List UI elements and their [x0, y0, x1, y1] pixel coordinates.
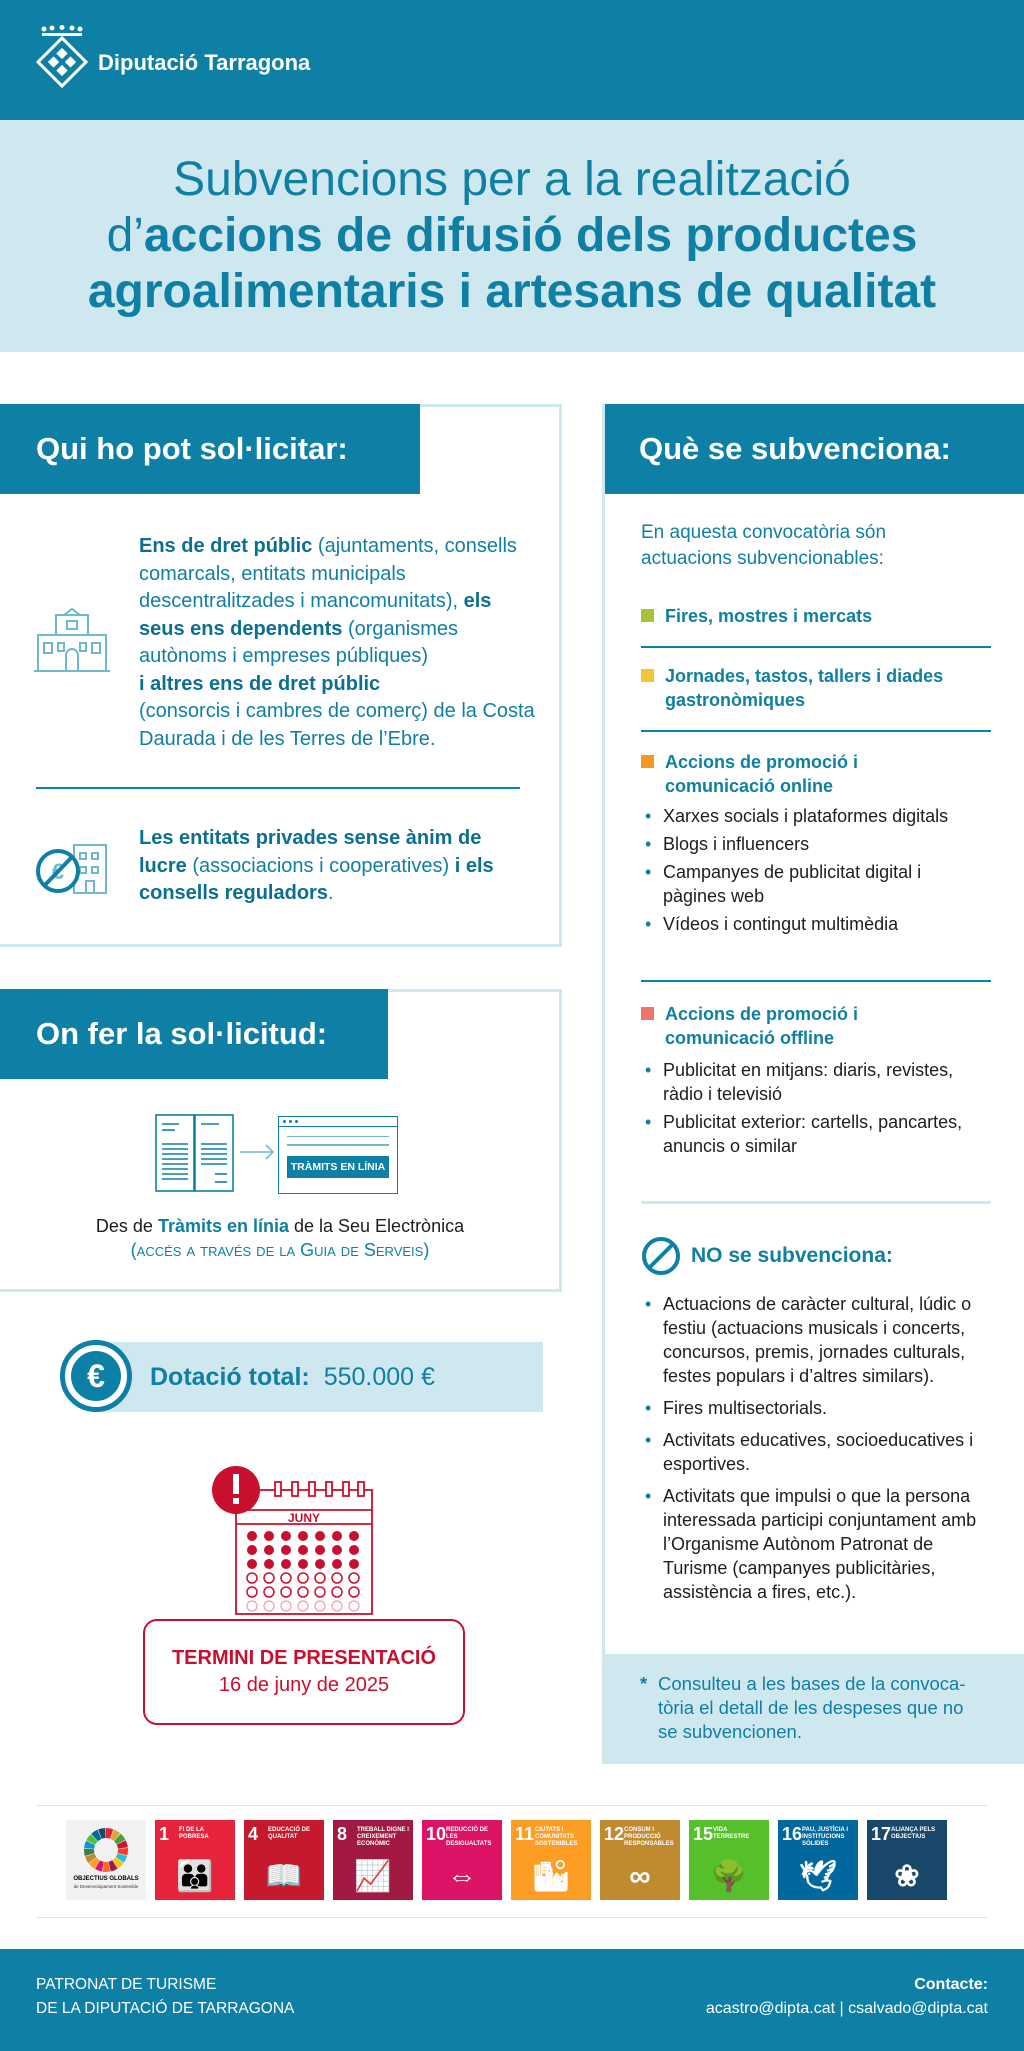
sdg-label: PAU, JUSTÍCIA I INSTITUCIONS SÒLIDES	[802, 1827, 849, 1847]
public-t1: (ajuntaments, consells comarcals, entitats municipals descentralitzades i mancomunitats),	[139, 535, 517, 612]
category-offline	[641, 1002, 991, 1050]
window-line	[287, 1144, 389, 1145]
sdg-number: 4	[248, 1824, 259, 1844]
list-item: • Activitats que impulsi o que la persona interessada participi conjuntament amb l’Organisme Autònom Patronat de Turisme (campanyes publicitàries, assistència a fires, etc.).	[643, 1484, 993, 1604]
intro-line1: En aquesta convocatòria són	[641, 522, 887, 543]
tree-icon: 🌳	[710, 1860, 748, 1893]
category-gastronomy-l1: Jornades, tastos, tallers i diades	[665, 666, 944, 686]
sdg-top-line	[36, 1805, 988, 1806]
category-color-square	[641, 609, 654, 622]
title-band	[0, 120, 1024, 352]
arrow-right-icon	[240, 1142, 276, 1167]
sdg-tile-12	[600, 1820, 680, 1900]
sdg-logo-sub: de Desenvolupament Sostenible	[73, 1884, 139, 1889]
svg-text:€: €	[51, 859, 65, 884]
equality-icon: ⇔	[447, 1860, 477, 1893]
budget-label: Dotació total:	[150, 1362, 310, 1391]
window-dot-icon	[289, 1120, 292, 1123]
category-online	[641, 750, 991, 798]
sdg-label: CONSUM I PRODUCCIÓ RESPONSABLES	[624, 1827, 674, 1847]
note-band	[602, 1654, 1024, 1764]
sdg-tile-4	[244, 1820, 324, 1900]
email-separator: |	[835, 2000, 849, 2017]
not-covered-title: NO se subvenciona:	[691, 1244, 893, 1267]
private-entity-icon	[34, 839, 110, 902]
online-list	[643, 804, 963, 940]
sdg-label: VIDA TERRESTRE	[713, 1827, 750, 1840]
public-entities-text	[139, 533, 539, 753]
header-bar	[0, 0, 1024, 120]
sdg-row	[66, 1820, 947, 1900]
title-line1: Subvencions per a la realització	[173, 153, 851, 206]
sdg-number: 1	[159, 1824, 170, 1844]
where-bold[interactable]: Tràmits en línia	[157, 1216, 289, 1236]
not-covered-list	[643, 1292, 993, 1608]
private-entities-text	[139, 825, 509, 908]
who-divider	[36, 787, 520, 789]
growth-chart-icon: 📈	[354, 1860, 392, 1893]
note-star: *	[640, 1673, 648, 1694]
logo-text: Diputació Tarragona	[98, 50, 311, 75]
page-title	[0, 152, 1024, 320]
title-line3: agroalimentaris i artesans de qualitat	[87, 265, 937, 318]
where-heading: On fer la sol·licitud:	[0, 989, 388, 1079]
budget-band	[95, 1342, 543, 1412]
separator	[641, 980, 991, 982]
sdg-tile-1	[155, 1820, 235, 1900]
deadline-box	[143, 1619, 465, 1725]
email-link-1[interactable]: acastro@dipta.cat	[705, 2000, 836, 2017]
window-dot-icon	[295, 1120, 298, 1123]
category-gastronomy	[641, 664, 991, 712]
where-prefix: Des de	[95, 1216, 158, 1236]
footer-org	[36, 1973, 294, 2021]
guide-link[interactable]: (accés a través de la Guia de Serveis)	[130, 1240, 430, 1260]
list-item: • Vídeos i contingut multimèdia	[643, 912, 963, 936]
separator	[641, 646, 991, 648]
note-text-block	[640, 1672, 988, 1744]
public-b2: els seus ens dependents	[139, 590, 492, 640]
footer-contact	[706, 1973, 988, 2021]
public-entity-icon	[34, 607, 110, 680]
sdg-bottom-line	[36, 1917, 988, 1918]
calendar-month: JUNY	[287, 1511, 321, 1525]
deadline-date: 16 de juny de 2025	[218, 1674, 390, 1696]
people-icon: 👪	[176, 1860, 214, 1893]
sdg-label: EDUCACIÓ DE QUALITAT	[268, 1827, 311, 1840]
infinity-icon: ∞	[629, 1860, 651, 1893]
category-gastronomy-l2: gastronòmiques	[665, 690, 806, 710]
sdg-tiles	[155, 1820, 947, 1900]
documents-icon	[155, 1114, 235, 1197]
public-b1: Ens de dret públic	[139, 535, 313, 557]
footer-org-l2: DE LA DIPUTACIÓ DE TARRAGONA	[36, 2000, 295, 2017]
who-can-apply-box	[0, 404, 562, 947]
sdg-number: 17	[871, 1824, 892, 1844]
not-covered-heading	[641, 1236, 893, 1276]
sdg-logo	[66, 1820, 146, 1900]
private-t2: .	[327, 882, 334, 904]
budget-value: 550.000 €	[323, 1362, 435, 1391]
title-line2-prefix: d’	[106, 209, 144, 262]
sdg-number: 16	[782, 1824, 803, 1844]
where-line	[0, 1214, 560, 1238]
who-heading: Qui ho pot sol·licitar:	[0, 404, 420, 494]
sdg-label: FI DE LA POBRESA	[179, 1827, 209, 1840]
sdg-label: CIUTATS I COMUNITATS SOSTENIBLES	[535, 1827, 578, 1847]
list-item: • Activitats educatives, socioeducatives i esportives.	[643, 1428, 993, 1476]
window-dot-icon	[283, 1120, 286, 1123]
what-is-funded-column	[602, 404, 1024, 1764]
sdg-tile-15	[689, 1820, 769, 1900]
category-color-square	[641, 1007, 654, 1020]
where-to-apply-box	[0, 989, 562, 1292]
private-b2: i els consells reguladors	[139, 854, 494, 904]
private-b1: Les entitats privades sense ànim de lucre	[139, 827, 482, 877]
diputacio-logo-icon	[36, 24, 88, 88]
list-item: • Fires multisectorials.	[643, 1396, 993, 1420]
where-suffix: de la Seu Electrònica	[288, 1216, 465, 1236]
what-intro	[641, 520, 886, 572]
city-icon: 🏙	[531, 1860, 571, 1893]
window-line	[287, 1136, 389, 1137]
footer-org-l1: PATRONAT DE TURISME	[36, 1976, 217, 1993]
sdg-number: 8	[337, 1824, 348, 1844]
public-b3: i altres ens de dret públic	[139, 672, 381, 695]
sdg-number: 12	[604, 1824, 625, 1844]
category-online-l1: Accions de promoció i	[665, 752, 859, 772]
logo[interactable]	[36, 24, 310, 88]
list-item: • Xarxes socials i plataformes digitals	[643, 804, 963, 828]
category-color-square	[641, 669, 654, 682]
title-line2: accions de difusió dels productes	[143, 209, 918, 262]
deadline-title: TERMINI DE PRESENTACIÓ	[171, 1647, 437, 1669]
book-icon: 📖	[265, 1860, 303, 1893]
public-t3: (consorcis i cambres de comerç) de la Costa Daurada i de les Terres de l’Ebre.	[139, 700, 535, 750]
sdg-label: TREBALL DIGNE I CREIXEMENT ECONÒMIC	[357, 1827, 409, 1847]
sdg-tile-16	[778, 1820, 858, 1900]
footer	[0, 1949, 1024, 2051]
intro-line2: actuacions subvencionables:	[641, 548, 884, 569]
prohibited-icon	[641, 1236, 681, 1276]
category-fairs-label: Fires, mostres i mercats	[665, 606, 873, 626]
sdg-label: REDUCCIÓ DE LES DESIGUALTATS	[446, 1827, 492, 1847]
sdg-tile-17	[867, 1820, 947, 1900]
email-link-2[interactable]: csalvado@dipta.cat	[848, 2000, 988, 2017]
sdg-logo-title: OBJECTIUS GLOBALS	[73, 1876, 139, 1882]
sdg-tile-10	[422, 1820, 502, 1900]
sdg-number: 11	[515, 1824, 535, 1844]
sdg-tile-11	[511, 1820, 591, 1900]
contact-label: Contacte:	[914, 1976, 988, 1993]
flower-icon: ❀	[894, 1860, 920, 1893]
category-online-l2: comunicació online	[665, 776, 834, 796]
list-item: • Blogs i influencers	[643, 832, 963, 856]
what-heading: Què se subvenciona:	[605, 404, 1024, 494]
euro-symbol: €	[71, 1351, 121, 1401]
sdg-label: ALIANÇA PELS OBJECTIUS	[891, 1827, 936, 1840]
list-item: • Actuacions de caràcter cultural, lúdic o festiu (actuacions musicals i concerts, concursos, premis, jornades culturals, festes populars i d’altres similars).	[643, 1292, 993, 1388]
note-text: Consulteu a les bases de la convoca-tòria el detall de les despeses que no se subvencionen.	[658, 1673, 966, 1742]
sdg-tile-8	[333, 1820, 413, 1900]
category-fairs	[641, 604, 991, 628]
window-bar	[279, 1117, 397, 1127]
list-item: • Publicitat exterior: cartells, pancartes, anuncis o similar	[643, 1110, 983, 1158]
sdg-wheel-icon	[82, 1826, 130, 1874]
category-offline-l1: Accions de promoció i	[665, 1004, 859, 1024]
private-t1: (associacions i cooperatives)	[186, 854, 455, 877]
separator	[641, 730, 991, 732]
online-procedures-window[interactable]	[278, 1116, 398, 1194]
sdg-number: 10	[426, 1824, 447, 1844]
separator	[641, 1201, 991, 1204]
public-t2: (organismes autònoms i empreses públiques)	[139, 617, 459, 667]
euro-icon	[60, 1340, 132, 1412]
list-item: • Campanyes de publicitat digital i pàgines web	[643, 860, 963, 908]
list-item: • Publicitat en mitjans: diaris, revistes, ràdio i televisió	[643, 1058, 983, 1106]
category-offline-l2: comunicació offline	[665, 1028, 835, 1048]
tramits-button[interactable]: TRÀMITS EN LÍNIA	[287, 1156, 389, 1178]
offline-list	[643, 1058, 983, 1162]
calendar-icon	[208, 1466, 378, 1626]
category-color-square	[641, 755, 654, 768]
sdg-number: 15	[693, 1824, 714, 1844]
dove-icon: 🕊	[798, 1860, 838, 1893]
